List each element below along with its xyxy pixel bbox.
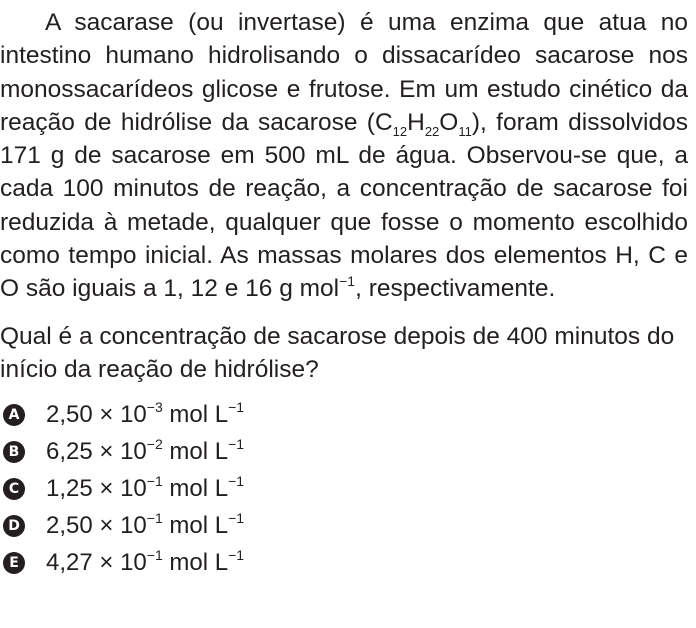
option-unit-exponent: −1 <box>228 472 245 489</box>
question-stem <box>0 6 688 306</box>
option-e[interactable] <box>0 544 688 581</box>
option-b[interactable] <box>0 433 688 470</box>
option-unit-exponent: −1 <box>228 435 245 452</box>
option-unit: mol L <box>162 437 229 465</box>
option-text <box>46 474 244 504</box>
option-unit-exponent: −1 <box>228 398 245 415</box>
option-a[interactable] <box>0 396 688 433</box>
option-exponent: −2 <box>146 435 163 452</box>
option-mantissa: 2,50 × 10 <box>46 400 147 428</box>
option-mantissa: 1,25 × 10 <box>46 474 147 502</box>
option-unit: mol L <box>162 511 229 539</box>
option-letter-badge: D <box>3 515 25 537</box>
option-letter-badge: B <box>3 441 25 463</box>
option-text <box>46 548 244 578</box>
option-mantissa: 2,50 × 10 <box>46 511 147 539</box>
oxygen-symbol: O <box>439 108 459 136</box>
option-d[interactable] <box>0 507 688 544</box>
option-mantissa: 4,27 × 10 <box>46 548 147 576</box>
hydrogen-subscript: 22 <box>424 123 440 139</box>
option-unit: mol L <box>162 474 229 502</box>
option-text <box>46 511 244 541</box>
option-text <box>46 437 244 467</box>
option-letter-badge: E <box>3 552 25 574</box>
option-unit-exponent: −1 <box>228 546 245 563</box>
stem-text-3: , respectivamente. <box>355 275 556 303</box>
option-unit: mol L <box>162 400 229 428</box>
option-exponent: −1 <box>146 546 163 563</box>
option-mantissa: 6,25 × 10 <box>46 437 147 465</box>
hydrogen-symbol: H <box>407 108 425 136</box>
stem-text-2: ), foram dissolvidos 171 g de sacarose em 500 mL de água. Observou-se que, a cada 100 minutos de reação, a concentração de sacarose foi reduzida à metade, qualquer que fosse o momento escolhido como tempo inicial. As massas molares dos elementos H, C e O são iguais a 1, 12 e 16 g mol <box>0 108 688 303</box>
oxygen-subscript: 11 <box>458 123 472 139</box>
option-c[interactable] <box>0 470 688 507</box>
option-text <box>46 400 244 430</box>
option-exponent: −3 <box>146 398 163 415</box>
carbon-subscript: 12 <box>392 123 408 139</box>
option-unit-exponent: −1 <box>228 509 245 526</box>
answer-options <box>0 396 688 581</box>
question-prompt: Qual é a concentração de sacarose depois de 400 minutos do início da reação de hidrólise? <box>0 322 675 383</box>
option-unit: mol L <box>162 548 229 576</box>
unit-superscript: −1 <box>339 273 356 290</box>
question <box>0 6 688 581</box>
option-letter-badge: C <box>3 478 25 500</box>
option-exponent: −1 <box>146 472 163 489</box>
stem-text-1: A sacarase (ou invertase) é uma enzima que atua no intestino humano hidrolisando o dissacarídeo sacarose nos monossacarídeos glicose e frutose. Em um estudo cinético da reação de hidrólise da sacarose (C <box>0 9 688 136</box>
option-letter-badge: A <box>3 404 25 426</box>
option-exponent: −1 <box>146 509 163 526</box>
